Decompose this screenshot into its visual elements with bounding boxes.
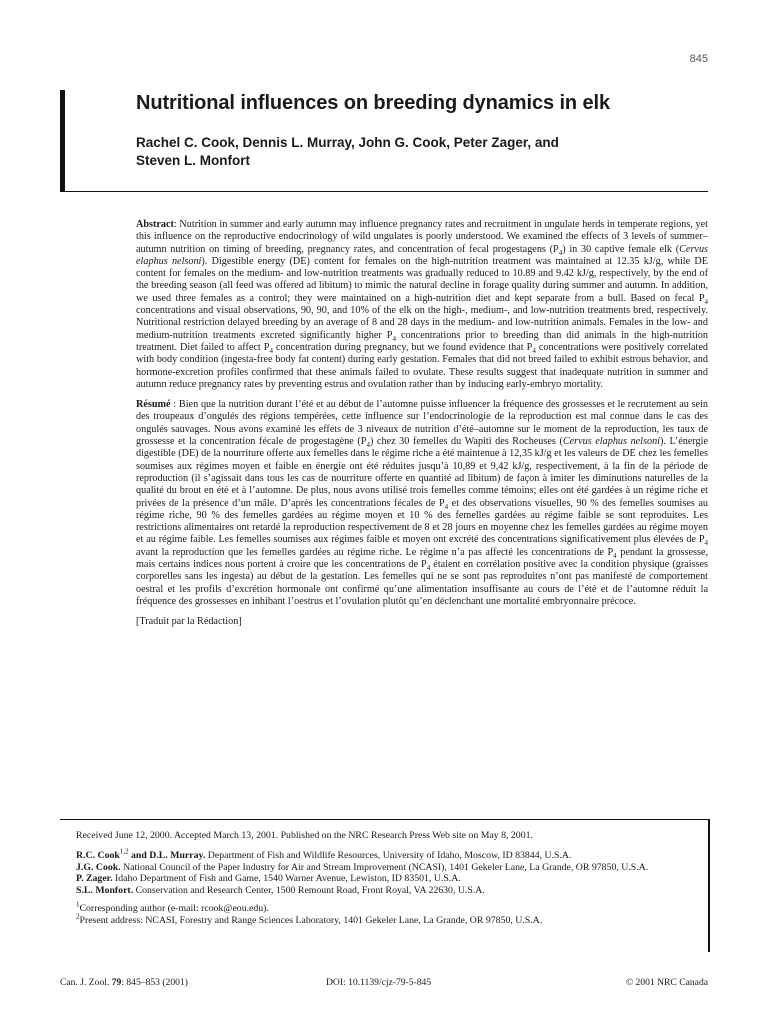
footnote-1 — [76, 900, 696, 915]
author-list — [136, 134, 711, 170]
affiliation-name: J.G. Cook. — [76, 861, 121, 873]
abstract-text: concentrations were positively correlated with body condition (ingesta-free body fat content) during early gestation. Females that did not breed failed to exhibit estrous behavior, and hormone-excretion profiles confirmed that these animals failed to ovulate. These results suggest that inadequate nutrition in summer and autumn reduce pregnancy rates by preventing estrus and ovulation rather than by inducing early-embryo mortality. — [136, 341, 708, 390]
footnote-text: Present address: NCASI, Forestry and Range Sciences Laboratory, 1401 Gekeler Lane, La Grande, OR 97850, U.S.A. — [79, 914, 543, 926]
species-name: Cervus elaphus nelsoni — [136, 243, 709, 267]
abstract-paragraph — [136, 219, 708, 391]
affiliation-cook-murray — [76, 847, 696, 862]
title-rule — [60, 191, 708, 192]
resume-text: étaient en corrélation positive avec la condition physique (graisses corporelles sans les ingesta) au début de la gestation. Les femelles qui ne se sont pas reproduites n’ont pas manifesté de comportement oestral et les profils d’excrétion hormonale ont confirmé qu’une alimentation insuffisante au cours de l’été et de l’automne réduit la fréquence des grossesses en inhibant l’oestrus et l’ovulation plutôt qu’en déclenchant une mortalité embryonnaire précoce. — [136, 559, 708, 607]
page-number: 845 — [689, 53, 708, 65]
journal-volume: 79 — [111, 977, 122, 988]
abstract-label: Abstract — [136, 219, 174, 230]
footer-side-bar — [708, 819, 710, 952]
affiliation-text: Idaho Department of Fish and Game, 1540 Warner Avenue, Lewiston, ID 83501, U.S.A. — [112, 873, 461, 885]
subscript: 4 — [392, 334, 396, 343]
copyright: © 2001 NRC Canada — [625, 977, 708, 988]
superscript: 1,2 — [119, 847, 129, 856]
abstract-text: concentrations and visual observations, 90, 90, and 10% of the elk on the high-, medium-, and low-nutrition treatments bred, respectively. Nutritional restriction delayed breeding by an average of 8 and 28 days in the medium- and low-nutrition animals. Females in the low- and medium-nutrition treatments excreted significantly higher P — [136, 305, 708, 341]
affiliation-name: and D.L. Murray. — [128, 849, 206, 861]
footnote-2 — [76, 912, 696, 927]
subscript: 4 — [704, 539, 708, 548]
resume-label: Résumé — [136, 399, 171, 411]
doi: DOI: 10.1139/cjz-79-5-845 — [326, 977, 432, 988]
authors-line-1: Rachel C. Cook, Dennis L. Murray, John G. Cook, Peter Zager, and — [136, 135, 559, 150]
affiliation-zager — [76, 873, 696, 885]
affiliation-name: P. Zager. — [76, 873, 113, 885]
affiliation-name: R.C. Cook — [76, 849, 120, 861]
affiliation-text: National Council of the Paper Industry for Air and Stream Improvement (NCASI), 1401 Gekeler Lane, La Grande, OR 97850, U.S.A. — [120, 861, 649, 873]
footnote-text: Corresponding author (e-mail: rcook@eou.edu). — [79, 902, 269, 914]
received-dates: Received June 12, 2000. Accepted March 13, 2001. Published on the NRC Research Press Web site on May 8, 2001. — [76, 830, 533, 841]
subscript: 4 — [558, 248, 563, 257]
subscript: 4 — [426, 564, 431, 573]
affiliation-name: S.L. Monfort. — [76, 885, 134, 897]
resume-text: et des observations visuelles, 90 % des femelles soumises au régime riche, 90 % des femelles gardées au régime moyen et 10 % des femelles gardées au régime faible se sont reproduites. Les restrictions alimentaires ont retardé la reproduction respectivement de 8 et 28 jours en moyenne chez les femelles gardées au régime moyen et au régime faible. Les femelles soumises aux régimes faible et moyen ont excrété des concentrations significativement plus élevées de P — [136, 497, 708, 546]
affiliation-text: Department of Fish and Wildlife Resources, University of Idaho, Moscow, ID 83844, U.S.A. — [205, 849, 572, 861]
subscript: 4 — [532, 347, 536, 355]
footer-notes — [76, 830, 696, 927]
abstract-text: : Nutrition in summer and early autumn may influence pregnancy rates and recruitment in ungulate herds in temperate regions, yet this influence on the reproductive endocrinology of wild ungulates is poorly understood. We examined the effects of 3 levels of summer–autumn nutrition on timing of breeding, pregnancy rates, and concentration of fecal progestagens (P — [136, 219, 708, 255]
resume-text: : Bien que la nutrition durant l’été et au début de l’automne puisse influencer la fréquence des grossesses et le recrutement au sein des troupeaux d’ongulés des régions tempérées, cette influence sur l’endocrinologie de la reproduction est mal connue dans le cas des ongulés sauvages. Nous avons examiné les effets de 3 niveaux de nutrition d’été–automne sur le moment de la reproduction, les taux de grossesse et la concentration fécale de progestagène (P — [136, 399, 708, 448]
resume-paragraph — [136, 399, 708, 608]
abstract-text: concentrations prior to breeding than did animals in the high-nutrition treatment. Diet failed to affect P — [136, 329, 708, 353]
subscript: 4 — [444, 502, 449, 511]
journal-name: Can. J. Zool. — [60, 977, 110, 988]
footnote-mark: 2 — [76, 912, 80, 921]
abstract-text: ) in 30 captive female elk ( — [562, 243, 680, 255]
footnote-mark: 1 — [76, 900, 80, 909]
title-block — [136, 90, 711, 170]
resume-text: avant la reproduction que les femelles gardées au régime riche. Le régime n’a pas affecté les concentrations de P — [136, 546, 614, 558]
abstract-text: ). Digestible energy (DE) content for females on the high-nutrition treatment was maintained at 12.35 kJ/g, while DE content for females on the medium- and low-nutrition treatments was gradually reduced to 10.89 and 9.42 kJ/g, respectively, by the end of the breeding season (all feed was offered ad libitum) to mimic the natural decline in forage quality during summer and autumn. In addition, we used three females as a control; they were maintained on a high-nutrition diet and kept separate from a bull. Based on fecal P — [136, 255, 708, 304]
species-name: Cervus elaphus nelsoni — [562, 436, 660, 448]
abstract-section — [136, 219, 708, 629]
affiliation-jg-cook — [76, 862, 696, 874]
translation-note: [Traduit par la Rédaction] — [136, 616, 242, 628]
resume-text: ) chez 30 femelles du Wapiti des Rocheuses ( — [369, 436, 563, 448]
footnotes — [76, 900, 696, 927]
abstract-text: concentration during pregnancy, but we found evidence that P — [272, 341, 533, 353]
journal-pages: : 845–853 (2001) — [121, 977, 188, 988]
resume-text: ). L’énergie digestible (DE) de la nourriture offerte aux femelles dans le régime riche a été maintenue à 12,35 kJ/g et les valeurs de DE chez les femelles soumises aux régimes moyen et faible en énergie ont été réduites jusqu’à 10,89 et 9,42 kJ/g, respectivement, à la fin de la période de reproduction (il s’agissait dans tous les cas de nourriture offerte en quantité ad libitum) de façon à imiter les diminutions naturelles de la qualité du brout en été et à l’automne. De plus, nous avons utilisé trois femelles comme témoins; elles ont été gardées à un régime riche et privées de la présence d’un mâle. D’après les concentrations fécales de P — [136, 436, 708, 509]
resume-text: pendant la grossesse, mais certains indices nous portent à croire que les concentrations de P — [136, 546, 708, 571]
authors-line-2: Steven L. Monfort — [136, 153, 250, 168]
subscript: 4 — [704, 297, 708, 306]
affiliation-text: Conservation and Research Center, 1500 Remount Road, Front Royal, VA 22630, U.S.A. — [133, 885, 485, 897]
title-accent-bar — [60, 90, 65, 192]
journal-citation — [60, 977, 188, 988]
subscript: 4 — [613, 551, 617, 560]
affiliation-monfort — [76, 885, 696, 897]
subscript: 4 — [366, 441, 370, 450]
subscript: 4 — [269, 347, 273, 355]
footer-rule — [60, 819, 708, 820]
article-title: Nutritional influences on breeding dynamics in elk — [136, 92, 610, 114]
